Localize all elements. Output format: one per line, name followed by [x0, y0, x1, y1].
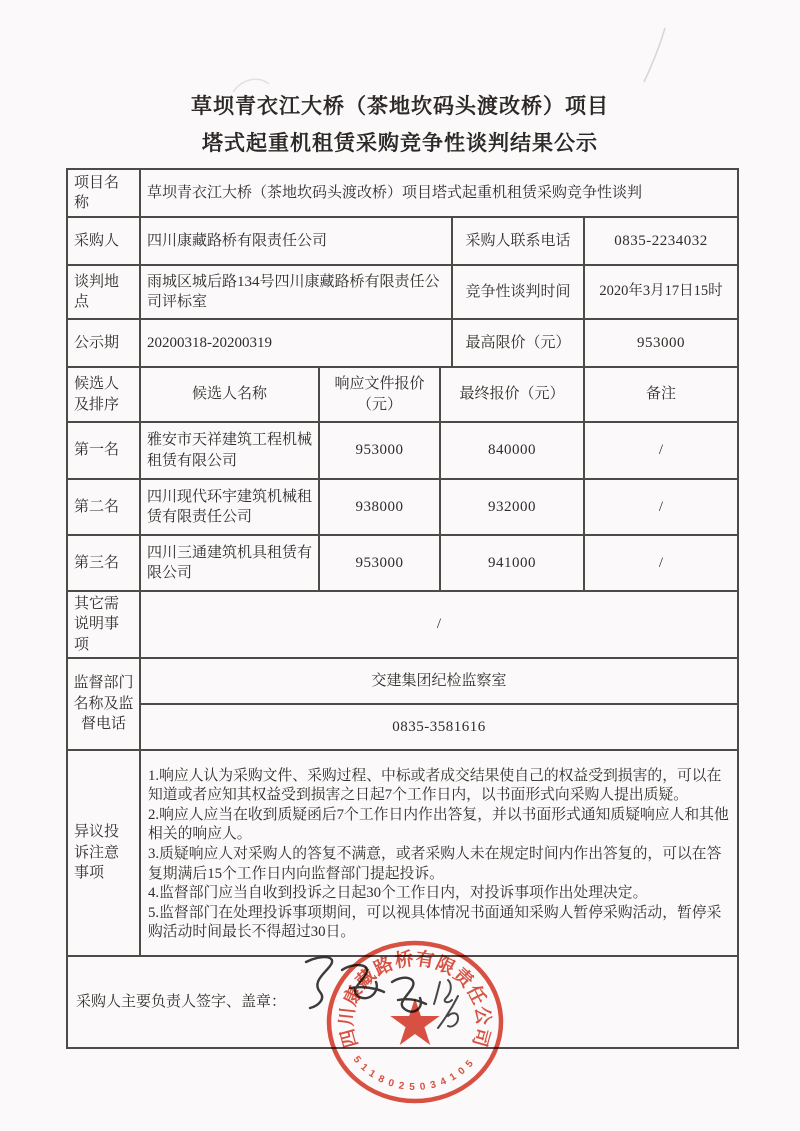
- table-row: [67, 169, 738, 217]
- objection-item: 1.响应人认为采购文件、采购过程、中标或者成交结果使自己的权益受到损害的，可以在知道或者应知其权益受到损害之日起7个工作日内，以书面形式向采购人提出质疑。: [148, 767, 722, 804]
- table-row: [67, 265, 738, 319]
- candidate-doc-price: 938000: [319, 479, 440, 535]
- max-price-label: 最高限价（元）: [452, 319, 584, 367]
- purchaser-phone-value: 0835-2234032: [584, 217, 738, 265]
- supervision-dept-value: 交建集团纪检监察室: [140, 658, 738, 704]
- candidate-row: [67, 422, 738, 479]
- max-price-value: 953000: [584, 319, 738, 367]
- objection-item: 4.监督部门应当自收到投诉之日起30个工作日内，对投诉事项作出处理决定。: [148, 885, 648, 902]
- project-name-label: 项目名称: [67, 169, 140, 217]
- table-row: [67, 217, 738, 265]
- final-price-header: 最终报价（元）: [440, 367, 584, 422]
- purchaser-phone-label: 采购人联系电话: [452, 217, 584, 265]
- table-row: [67, 319, 738, 367]
- candidate-row: [67, 535, 738, 591]
- negotiation-place-label: 谈判地点: [67, 265, 140, 319]
- seal-company-text: 四川康藏路桥有限责任公司: [335, 947, 495, 1051]
- negotiation-time-label: 竞争性谈判时间: [452, 265, 584, 319]
- candidate-remark: /: [584, 535, 738, 591]
- candidate-doc-price: 953000: [319, 422, 440, 479]
- candidate-rank: 第二名: [67, 479, 140, 535]
- candidate-final-price: 840000: [440, 422, 584, 479]
- project-name-value: 草坝青衣江大桥（茶地坎码头渡改桥）项目塔式起重机租赁采购竞争性谈判: [140, 169, 738, 217]
- candidate-remark: /: [584, 422, 738, 479]
- other-notes-label: 其它需说明事项: [67, 591, 140, 658]
- objection-item: 2.响应人应当在收到质疑函后7个工作日内作出答复，并以书面形式通知质疑响应人和其他相关的响应人。: [148, 806, 729, 843]
- result-notice-table: [66, 168, 739, 1049]
- objection-item: 5.监督部门在处理投诉事项期间，可以视具体情况书面通知采购人暂停采购活动，暂停采购活动时间最长不得超过30日。: [148, 904, 722, 941]
- publicity-period-label: 公示期: [67, 319, 140, 367]
- candidates-header-row: [67, 367, 738, 422]
- supervision-label: 监督部门名称及监督电话: [67, 658, 140, 750]
- table-row: [67, 658, 738, 704]
- negotiation-place-value: 雨城区城后路134号四川康藏路桥有限责任公司评标室: [140, 265, 452, 319]
- document-title-line2: 塔式起重机租赁采购竞争性谈判结果公示: [202, 132, 598, 155]
- candidate-name: 四川现代环宇建筑机械租赁有限责任公司: [140, 479, 319, 535]
- other-notes-value: /: [140, 591, 738, 658]
- supervision-phone-value: 0835-3581616: [140, 704, 738, 750]
- candidate-name: 雅安市天祥建筑工程机械租赁有限公司: [140, 422, 319, 479]
- signature-line-label: 采购人主要负责人签字、盖章：: [67, 956, 738, 1048]
- publicity-period-value: 20200318-20200319: [140, 319, 452, 367]
- signature-row: [67, 956, 738, 1048]
- negotiation-time-value: 2020年3月17日15时: [584, 265, 738, 319]
- candidate-final-price: 941000: [440, 535, 584, 591]
- objection-row: [67, 750, 738, 956]
- candidate-rank: 第一名: [67, 422, 140, 479]
- seal-number-text: 5118025034105: [350, 1054, 480, 1093]
- candidate-row: [67, 479, 738, 535]
- objection-label: 异议投诉注意事项: [67, 750, 140, 956]
- remark-header: 备注: [584, 367, 738, 422]
- candidate-remark: /: [584, 479, 738, 535]
- objection-content: [140, 750, 738, 956]
- candidate-rank: 第三名: [67, 535, 140, 591]
- document-title: [0, 88, 800, 162]
- purchaser-label: 采购人: [67, 217, 140, 265]
- candidate-doc-price: 953000: [319, 535, 440, 591]
- candidate-name-header: 候选人名称: [140, 367, 319, 422]
- objection-item: 3.质疑响应人对采购人的答复不满意，或者采购人未在规定时间内作出答复的，可以在答复期满后15个工作日内向监督部门提起投诉。: [148, 845, 722, 882]
- table-row: [67, 591, 738, 658]
- purchaser-value: 四川康藏路桥有限责任公司: [140, 217, 452, 265]
- doc-price-header: 响应文件报价（元）: [319, 367, 440, 422]
- svg-text:5118025034105: [351, 1054, 480, 1093]
- document-title-line1: 草坝青衣江大桥（茶地坎码头渡改桥）项目: [191, 95, 609, 118]
- candidate-final-price: 932000: [440, 479, 584, 535]
- candidate-rank-header: 候选人及排序: [67, 367, 140, 422]
- table-row: [67, 704, 738, 750]
- candidate-name: 四川三通建筑机具租赁有限公司: [140, 535, 319, 591]
- scan-artifact: [620, 20, 690, 90]
